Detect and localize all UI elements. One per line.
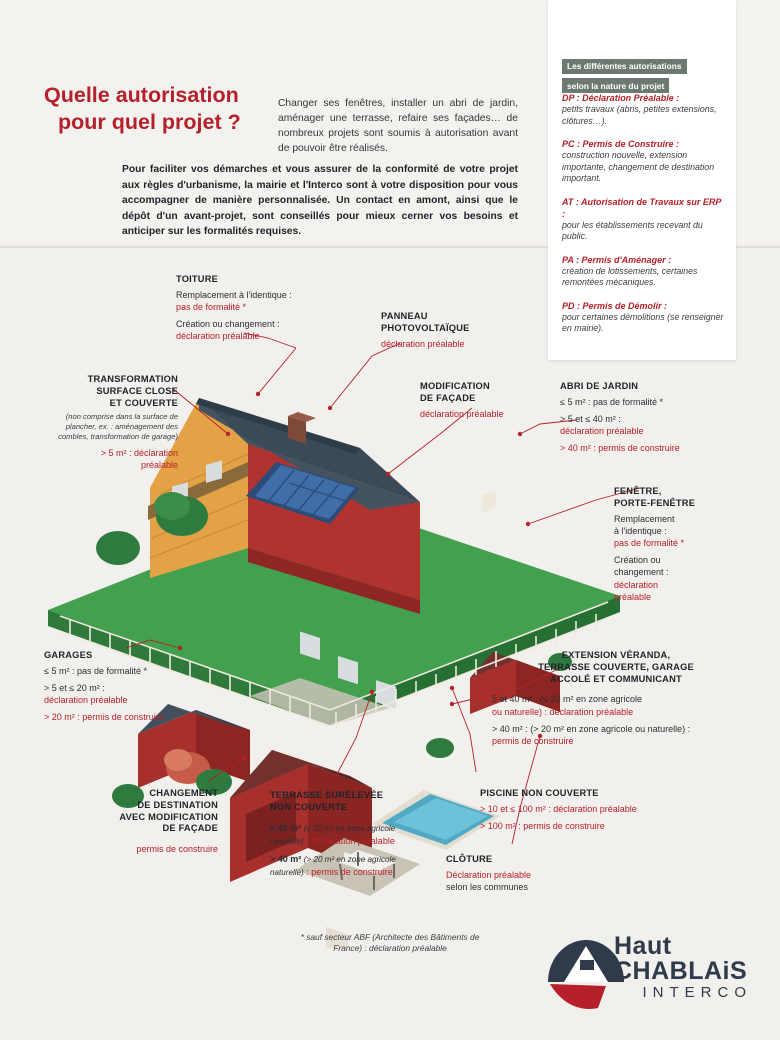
page-title bbox=[44, 82, 274, 136]
page-title-line1: Quelle autorisation bbox=[44, 83, 239, 107]
legend-item-desc: pour certaines démolitions (se renseigner en mairie). bbox=[562, 311, 724, 333]
callout-modification-title-line1: MODIFICATION bbox=[420, 381, 490, 391]
legend-title bbox=[562, 56, 716, 95]
callout-transformation-line2: préalable bbox=[140, 459, 178, 470]
intro-paragraph: Changer ses fenêtres, installer un abri de jardin, aménager une terrasse, refaire ses façades… de nombreux projets sont soumis à autorisation avant de pouvoir être réalisés. bbox=[278, 98, 518, 154]
callout-fenetre-line2: à l'identique : bbox=[614, 525, 667, 536]
legend-item-pc bbox=[562, 138, 724, 185]
callout-piscine-line1: > 10 et ≤ 100 m² : déclaration préalable bbox=[480, 803, 637, 814]
callout-changement-title-line2: DE DESTINATION bbox=[137, 799, 218, 810]
callout-transformation-sub: (non comprise dans la surface de plancher, ex. : aménagement des combles, transformation de garage) bbox=[58, 412, 178, 441]
callout-panneau-photovoltaique bbox=[381, 311, 511, 350]
legend-item-abbr: PA : Permis d'Aménager : bbox=[562, 254, 672, 265]
callout-cloture-title: CLÔTURE bbox=[446, 854, 493, 864]
callout-terrasse-line3: > 40 m² bbox=[270, 854, 302, 864]
callout-panneau-title-line2: PHOTOVOLTAÏQUE bbox=[381, 322, 470, 333]
callout-transformation-title-line1: TRANSFORMATION bbox=[87, 374, 178, 384]
callout-toiture-line3: Création ou changement : bbox=[176, 319, 280, 330]
callout-abri-line4: > 40 m² : permis de construire bbox=[560, 443, 680, 454]
callout-extension-veranda bbox=[492, 650, 740, 747]
callout-extension-line1: 5 et 40 m² : (≤ 20 m² en zone agricole bbox=[492, 694, 643, 705]
callout-changement-title-line3: AVEC MODIFICATION bbox=[119, 811, 218, 822]
callout-terrasse-title-line2: NON COUVERTE bbox=[270, 801, 348, 812]
legend-item-abbr: PC : Permis de Construire : bbox=[562, 139, 680, 149]
callout-terrasse-line2: : déclaration préalable bbox=[306, 835, 395, 846]
callout-transformation-title-line2: SURFACE CLOSE bbox=[96, 385, 178, 396]
footnote-abf: * sauf secteur ABF (Architecte des Bâtiments de France) : déclaration préalable bbox=[300, 932, 480, 953]
callout-garages-line4: > 20 m² : permis de construire bbox=[44, 712, 164, 723]
callout-cloture bbox=[446, 854, 596, 893]
callout-fenetre-line4: Création ou bbox=[614, 555, 661, 566]
legend-item-desc: construction nouvelle, extension importante, changement de destination important. bbox=[562, 150, 715, 183]
callout-terrasse-line3-italic: (> 20 m² en zone agricole bbox=[303, 855, 396, 864]
callout-panneau-line1: déclaration préalable bbox=[381, 338, 465, 349]
callout-piscine bbox=[480, 788, 700, 832]
logo-line-chablais: CHABLAiS bbox=[614, 957, 748, 985]
callout-changement-title-line4: DE FAÇADE bbox=[162, 823, 218, 834]
legend-item-desc: petits travaux (abris, petites extensions, clôtures…). bbox=[562, 104, 717, 126]
callout-garages bbox=[44, 650, 224, 724]
logo-wordmark bbox=[614, 934, 752, 1001]
callout-terrasse bbox=[270, 790, 450, 879]
callout-modification-title-line2: DE FAÇADE bbox=[420, 392, 476, 403]
callout-fenetre-line5: changement : bbox=[614, 567, 669, 578]
callout-garages-line3: déclaration préalable bbox=[44, 695, 128, 706]
callout-toiture-line2: pas de formalité * bbox=[176, 302, 247, 312]
callout-modification-line1: déclaration préalable bbox=[420, 408, 504, 419]
callout-extension-line3: > 40 m² : (> 20 m² en zone agricole ou naturelle) : bbox=[492, 723, 691, 734]
callout-transformation-title-line3: ET COUVERTE bbox=[109, 397, 178, 408]
logo-line-haut: Haut bbox=[614, 932, 672, 960]
callout-extension-title-line3: ACCOLÉ ET COMMUNICANT bbox=[550, 673, 682, 684]
legend-item-abbr: PD : Permis de Démolir : bbox=[562, 300, 668, 311]
callout-piscine-title: PISCINE NON COUVERTE bbox=[480, 788, 599, 798]
logo-line-interco: INTERCO bbox=[642, 984, 752, 1001]
callout-changement-title-line1: CHANGEMENT bbox=[149, 788, 218, 798]
callout-terrasse-line4-italic: naturelle) bbox=[270, 868, 304, 878]
callout-fenetre-line1: Remplacement bbox=[614, 513, 675, 524]
intro-paragraph-bold: Pour faciliter vos démarches et vous assurer de la conformité de votre projet aux règles d'urbanisme, la mairie et l'Interco sont à votre disposition pour vous accompagner de manière personnalisée. Un contact en amont, ainsi que le dépôt d'un avant-projet, sont conseillés pour mieux cerner vos besoins et anticiper sur les formalités requises. bbox=[122, 164, 518, 237]
callout-changement-line1: permis de construire bbox=[136, 844, 218, 855]
callout-changement-destination bbox=[98, 788, 218, 855]
callout-garages-line1: ≤ 5 m² : pas de formalité * bbox=[44, 665, 147, 676]
legend-item-abbr: AT : Autorisation de Travaux sur ERP : bbox=[562, 196, 722, 219]
legend-item-at bbox=[562, 196, 724, 243]
callout-fenetre-line3: pas de formalité * bbox=[614, 538, 685, 548]
callout-cloture-line1: Déclaration préalable bbox=[446, 869, 532, 880]
callout-piscine-line2: > 100 m² : permis de construire bbox=[480, 821, 605, 831]
legend-title-line2: selon la nature du projet bbox=[562, 78, 669, 93]
callout-terrasse-line1: ≤ 40 m² bbox=[270, 822, 301, 833]
callout-transformation-line1: > 5 m² : déclaration bbox=[100, 447, 178, 458]
legend-item-dp bbox=[562, 92, 724, 127]
callout-terrasse-line2-italic: naturelle) bbox=[270, 836, 304, 846]
callout-terrasse-line1-italic: (≤ 20 m² en zone agricole bbox=[303, 823, 396, 833]
callout-toiture-title: TOITURE bbox=[176, 274, 219, 284]
callout-terrasse-title-line1: TERRASSE SURÉLEVÉE bbox=[270, 790, 384, 800]
callout-abri-jardin bbox=[560, 381, 720, 455]
callout-toiture-line4: déclaration préalable bbox=[176, 331, 260, 342]
callout-garages-title: GARAGES bbox=[44, 650, 93, 660]
callout-abri-line1: ≤ 5 m² : pas de formalité * bbox=[560, 396, 663, 407]
callout-toiture-line1: Remplacement à l'identique : bbox=[176, 289, 292, 300]
callout-fenetre-line6: déclaration bbox=[614, 579, 659, 590]
callout-fenetre-title-line2: PORTE-FENÊTRE bbox=[614, 497, 696, 508]
callout-garages-line2: > 5 et ≤ 20 m² : bbox=[44, 683, 105, 693]
legend-item-desc: création de lotissements, certaines remontées mécaniques. bbox=[562, 265, 698, 287]
callout-abri-line2: > 5 et ≤ 40 m² : bbox=[560, 414, 621, 424]
legend-item-abbr: DP : Déclaration Préalable : bbox=[562, 93, 680, 103]
callout-terrasse-line4: : permis de construire bbox=[306, 867, 393, 878]
callout-extension-line2: ou naturelle) : déclaration préalable bbox=[492, 706, 634, 717]
callout-fenetre bbox=[614, 486, 734, 603]
callout-modification-facade bbox=[420, 381, 540, 420]
callout-extension-title-line2: TERRASSE COUVERTE, GARAGE bbox=[538, 661, 694, 672]
callout-panneau-title-line1: PANNEAU bbox=[381, 311, 428, 321]
callout-fenetre-line7: préalable bbox=[614, 591, 652, 602]
callout-extension-line4: permis de construire bbox=[492, 736, 574, 746]
callout-transformation-surface bbox=[56, 374, 178, 471]
logo-haut-chablais-interco bbox=[540, 930, 752, 1016]
callout-abri-line3: déclaration préalable bbox=[560, 426, 644, 437]
legend-item-desc: pour les établissements recevant du public. bbox=[562, 219, 703, 241]
callout-abri-title: ABRI DE JARDIN bbox=[560, 381, 639, 391]
callout-extension-title-line1: EXTENSION VÉRANDA, bbox=[561, 650, 671, 660]
page-title-line2: pour quel projet ? bbox=[58, 110, 241, 134]
legend-title-line1: Les différentes autorisations bbox=[562, 59, 687, 74]
callout-fenetre-title-line1: FENÊTRE, bbox=[614, 486, 662, 496]
callout-toiture bbox=[176, 274, 326, 343]
callout-cloture-line2: selon les communes bbox=[446, 882, 529, 892]
